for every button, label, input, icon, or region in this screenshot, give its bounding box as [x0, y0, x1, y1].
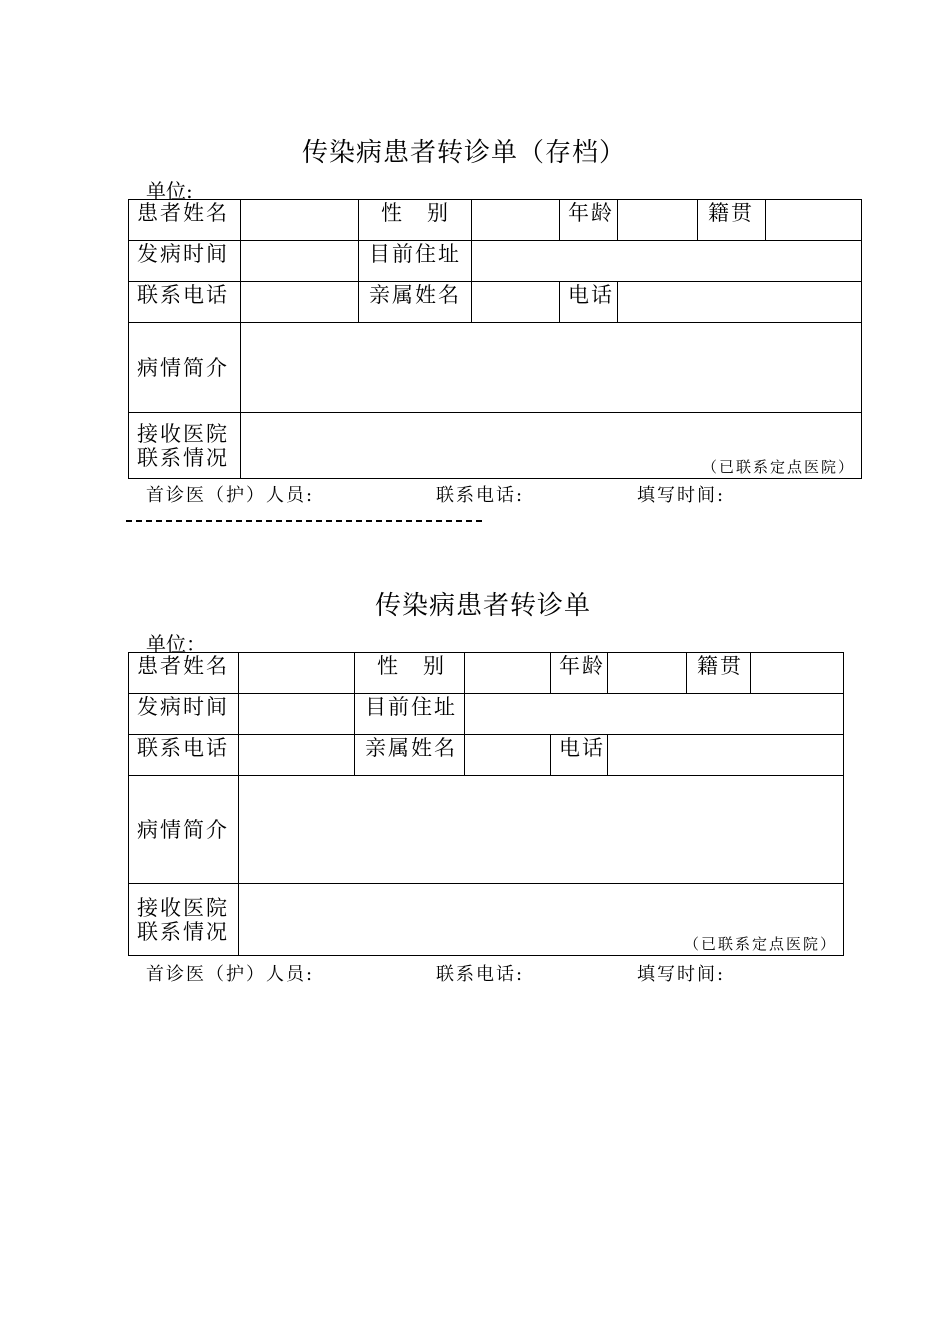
form2-summary-label: 病情简介 — [129, 776, 239, 884]
form1-native-label: 籍贯 — [698, 200, 766, 241]
form2-hospital-field[interactable] — [239, 884, 844, 956]
form2-footer-doctor: 首诊医（护）人员: — [146, 964, 315, 985]
form2-row-hospital — [129, 884, 844, 956]
form1-footer-doctor: 首诊医（护）人员: — [146, 485, 315, 506]
form1-sex-field[interactable] — [472, 200, 560, 241]
form2-hospital-label-line2: 联系情况 — [137, 919, 229, 944]
form2-onset-field[interactable] — [239, 694, 355, 735]
form1-name-field[interactable] — [241, 200, 359, 241]
form1-age-field[interactable] — [618, 200, 698, 241]
form2-hospital-note: （已联系定点医院） — [683, 935, 837, 953]
form2-onset-label: 发病时间 — [129, 694, 239, 735]
form2-unit-label: 单位： — [146, 632, 206, 656]
form1-table — [128, 199, 862, 479]
form1-age-label: 年龄 — [560, 200, 618, 241]
form2-row-summary — [129, 776, 844, 884]
form1-summary-label: 病情简介 — [129, 323, 241, 413]
form1-row-hospital — [129, 413, 862, 479]
form2-sex-label: 性 别 — [355, 653, 465, 694]
form1-row-onset — [129, 241, 862, 282]
form1-summary-field[interactable] — [241, 323, 862, 413]
form1-hospital-note: （已联系定点医院） — [701, 458, 855, 476]
form2-table — [128, 652, 844, 956]
form1-tel-field[interactable] — [618, 282, 862, 323]
form1-hospital-label-line2: 联系情况 — [137, 445, 229, 470]
form1-row-summary — [129, 323, 862, 413]
form2-row-name — [129, 653, 844, 694]
form1-row-name — [129, 200, 862, 241]
form2-tel-field[interactable] — [608, 735, 844, 776]
form2-relative-label: 亲属姓名 — [355, 735, 465, 776]
form1-footer-phone: 联系电话: — [436, 485, 525, 506]
form2-name-label: 患者姓名 — [129, 653, 239, 694]
form2-sex-field[interactable] — [465, 653, 551, 694]
form1-sex-label: 性 别 — [359, 200, 472, 241]
form1-native-field[interactable] — [766, 200, 862, 241]
form1-relative-label: 亲属姓名 — [359, 282, 472, 323]
form2-name-field[interactable] — [239, 653, 355, 694]
form1-phone-field[interactable] — [241, 282, 359, 323]
form2-address-label: 目前住址 — [355, 694, 465, 735]
form2-age-field[interactable] — [608, 653, 687, 694]
form1-row-phone — [129, 282, 862, 323]
form1-hospital-label — [129, 413, 241, 479]
form1-hospital-label-line1: 接收医院 — [137, 421, 229, 446]
form2-address-field[interactable] — [465, 694, 844, 735]
form2-title: 传染病患者转诊单 — [375, 591, 592, 621]
form2-phone-label: 联系电话 — [129, 735, 239, 776]
form1-address-field[interactable] — [472, 241, 862, 282]
form2-hospital-label — [129, 884, 239, 956]
form1-onset-label: 发病时间 — [129, 241, 241, 282]
form1-hospital-field[interactable] — [241, 413, 862, 479]
form1-footer-time: 填写时间: — [637, 485, 726, 506]
form2-hospital-label-line1: 接收医院 — [137, 895, 229, 920]
form2-footer-phone: 联系电话: — [436, 964, 525, 985]
form1-name-label: 患者姓名 — [129, 200, 241, 241]
form2-phone-field[interactable] — [239, 735, 355, 776]
form2-row-phone — [129, 735, 844, 776]
form2-row-onset — [129, 694, 844, 735]
form1-relative-field[interactable] — [472, 282, 560, 323]
form1-title: 传染病患者转诊单（存档） — [302, 138, 627, 168]
form2-tel-label: 电话 — [551, 735, 608, 776]
form1-unit-label: 单位: — [146, 179, 193, 203]
cut-line — [126, 520, 482, 522]
form1-address-label: 目前住址 — [359, 241, 472, 282]
form2-summary-field[interactable] — [239, 776, 844, 884]
form2-age-label: 年龄 — [551, 653, 608, 694]
form2-native-field[interactable] — [751, 653, 844, 694]
form1-phone-label: 联系电话 — [129, 282, 241, 323]
form1-onset-field[interactable] — [241, 241, 359, 282]
form2-native-label: 籍贯 — [687, 653, 751, 694]
form2-relative-field[interactable] — [465, 735, 551, 776]
form2-footer-time: 填写时间: — [637, 964, 726, 985]
form1-tel-label: 电话 — [560, 282, 618, 323]
